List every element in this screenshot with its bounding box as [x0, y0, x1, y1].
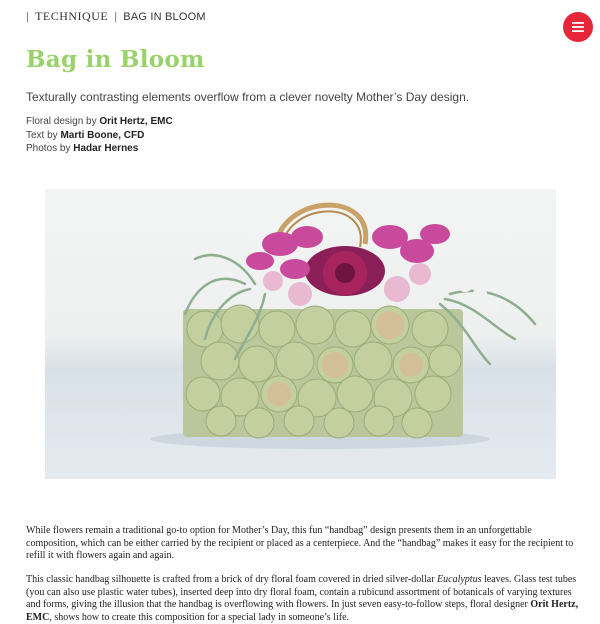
credit-label: Floral design by	[26, 116, 100, 127]
article-subtitle: Texturally contrasting elements overflow from a clever novelty Mother’s Day design.	[26, 90, 470, 104]
breadcrumb	[26, 9, 206, 24]
page-title: Bag in Bloom	[26, 46, 205, 73]
credit-name: Hadar Hernes	[73, 143, 139, 154]
article-paragraph-1: While flowers remain a traditional go-to option for Mother’s Day, this fun “handbag” design presents them in an unforgettable composition, which can be either carried by the recipient or placed as a centerpiece. And the “handbag” makes it easy for the recipient to refill it with flowers again and again.	[26, 525, 574, 562]
credit-label: Photos by	[26, 143, 74, 154]
credits	[26, 115, 173, 156]
credit-photos	[26, 142, 173, 156]
handbag-floral-illustration	[45, 189, 556, 479]
credit-name: Orit Hertz, EMC	[99, 116, 173, 127]
menu-button[interactable]	[563, 12, 593, 42]
paragraph-text: This classic handbag silhouette is crafted from a brick of dry floral foam covered in dried silver-dollar	[26, 574, 438, 585]
top-bar	[0, 0, 600, 36]
credit-name: Marti Boone, CFD	[60, 129, 145, 141]
hero-photo	[45, 189, 556, 479]
hamburger-icon	[572, 22, 584, 32]
credit-label: Text by	[26, 129, 61, 141]
breadcrumb-section-link[interactable]: TECHNIQUE	[35, 9, 109, 23]
article-paragraph-2	[26, 574, 586, 624]
paragraph-text: , shows how to create this composition for a special lady in someone’s life.	[49, 611, 350, 623]
credit-floral-design	[26, 115, 173, 129]
designer-name: Orit Hertz, EMC	[26, 599, 579, 623]
paragraph-text: leaves. Glass test tubes (you can also use plastic water tubes), inserted deep into dry floral foam, contain a rubicund assortment of botanicals of varying textures and forms, giving the illusion that the handbag is overflowing with flowers. In just seven easy-to-follow steps, floral designer	[26, 574, 577, 611]
breadcrumb-separator: |	[114, 10, 118, 23]
breadcrumb-page: BAG IN BLOOM	[123, 10, 206, 23]
credit-text	[26, 129, 173, 143]
breadcrumb-separator: |	[26, 10, 30, 23]
italic-term: Eucalyptus	[437, 574, 482, 585]
